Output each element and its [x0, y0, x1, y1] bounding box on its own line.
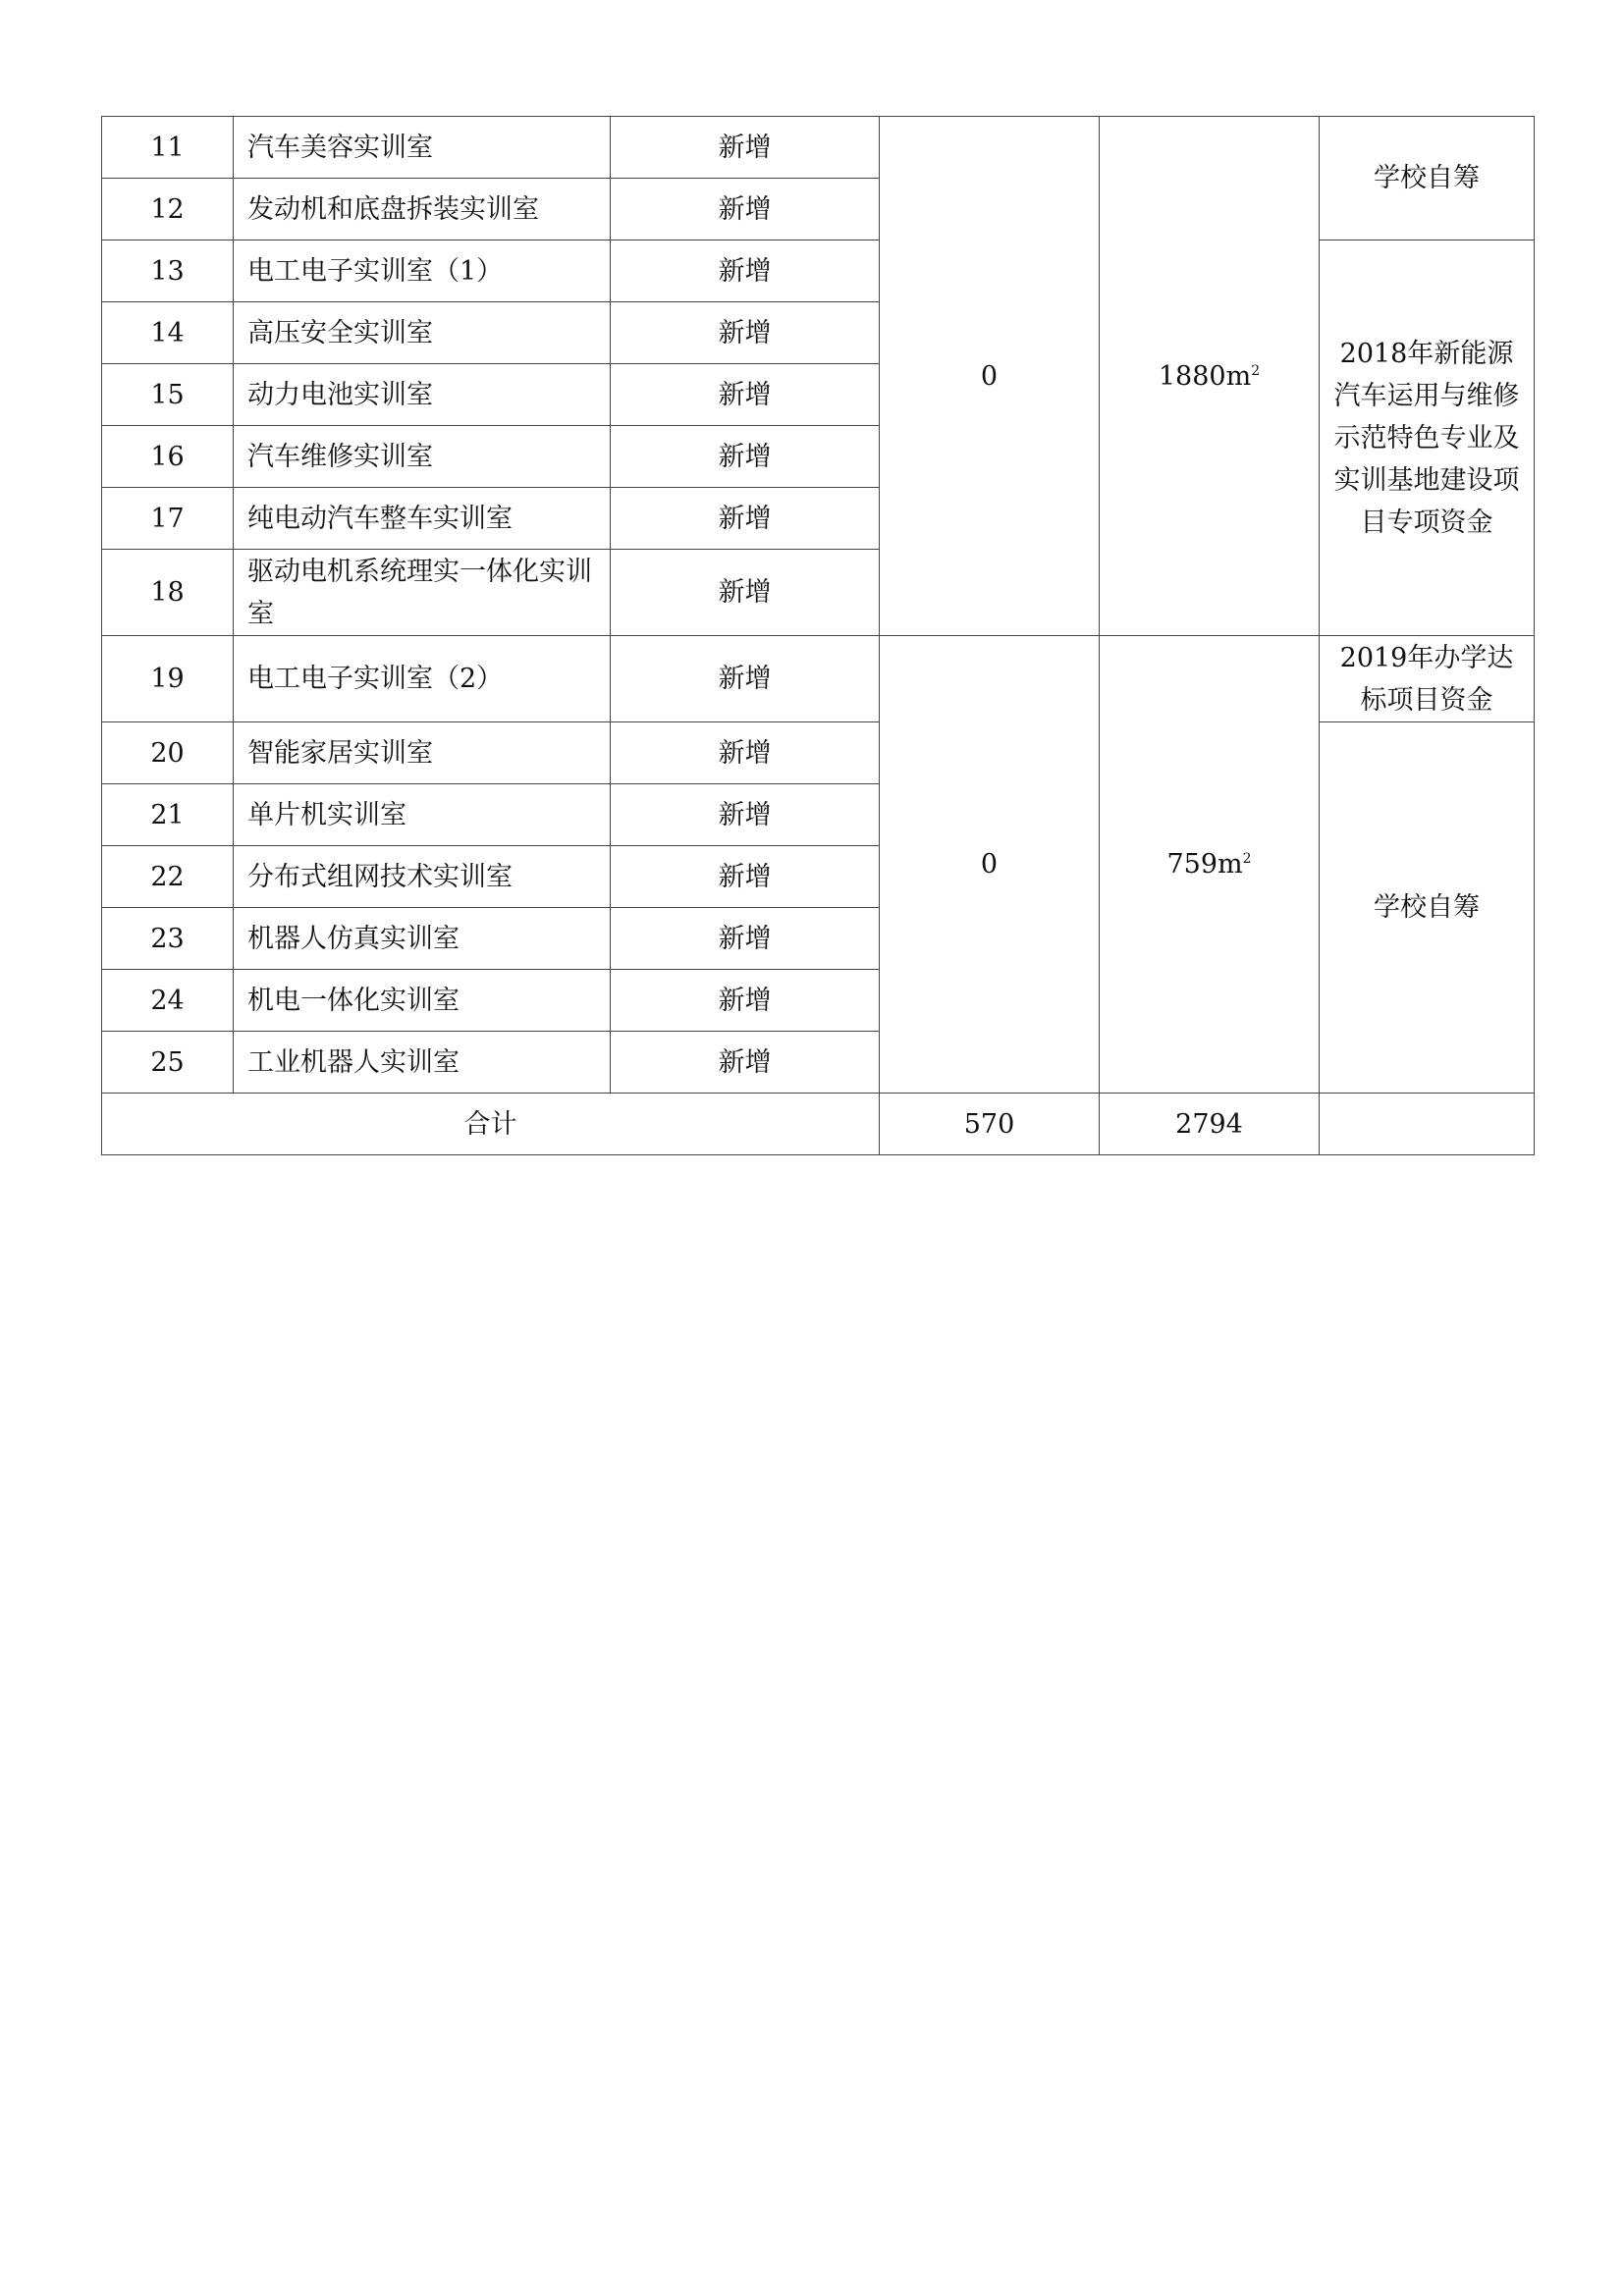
group-a-area-unit-sup: 2 — [1251, 362, 1261, 379]
build-type: 新增 — [611, 908, 880, 970]
lab-name: 高压安全实训室 — [234, 302, 611, 364]
lab-name: 汽车维修实训室 — [234, 426, 611, 488]
group-a-count: 0 — [880, 117, 1100, 636]
blank-page-area — [0, 1158, 1624, 2296]
group-b-area-value: 759m — [1166, 849, 1243, 880]
row-number: 13 — [102, 240, 234, 302]
lab-name: 动力电池实训室 — [234, 364, 611, 426]
lab-name: 驱动电机系统理实一体化实训室 — [234, 550, 611, 636]
table-row — [102, 240, 1535, 302]
lab-name: 分布式组网技术实训室 — [234, 846, 611, 908]
lab-name: 电工电子实训室（2） — [234, 636, 611, 722]
group-b-area-unit-sup: 2 — [1242, 851, 1252, 867]
funding-source-3: 2019年办学达标项目资金 — [1320, 636, 1535, 722]
row-number: 11 — [102, 117, 234, 179]
build-type: 新增 — [611, 970, 880, 1032]
group-a-area-value: 1880m — [1158, 360, 1252, 392]
row-number: 22 — [102, 846, 234, 908]
lab-name: 电工电子实训室（1） — [234, 240, 611, 302]
build-type: 新增 — [611, 784, 880, 846]
group-a-area — [1100, 117, 1320, 636]
row-number: 12 — [102, 179, 234, 240]
total-area: 2794 — [1100, 1094, 1320, 1155]
build-type: 新增 — [611, 488, 880, 550]
table-row — [102, 117, 1535, 179]
build-type: 新增 — [611, 550, 880, 636]
build-type: 新增 — [611, 117, 880, 179]
total-count: 570 — [880, 1094, 1100, 1155]
build-type: 新增 — [611, 364, 880, 426]
build-type: 新增 — [611, 722, 880, 784]
build-type: 新增 — [611, 240, 880, 302]
funding-source-2: 2018年新能源汽车运用与维修示范特色专业及实训基地建设项目专项资金 — [1320, 240, 1535, 636]
row-number: 16 — [102, 426, 234, 488]
total-row — [102, 1094, 1535, 1155]
build-type: 新增 — [611, 426, 880, 488]
lab-name: 智能家居实训室 — [234, 722, 611, 784]
row-number: 21 — [102, 784, 234, 846]
lab-name: 工业机器人实训室 — [234, 1032, 611, 1094]
row-number: 20 — [102, 722, 234, 784]
group-b-count: 0 — [880, 636, 1100, 1094]
total-label: 合计 — [102, 1094, 880, 1155]
build-type: 新增 — [611, 636, 880, 722]
lab-name: 纯电动汽车整车实训室 — [234, 488, 611, 550]
row-number: 15 — [102, 364, 234, 426]
lab-construction-table — [101, 116, 1535, 1155]
lab-name: 发动机和底盘拆装实训室 — [234, 179, 611, 240]
table-row — [102, 722, 1535, 784]
build-type: 新增 — [611, 846, 880, 908]
table-row — [102, 636, 1535, 722]
lab-name: 汽车美容实训室 — [234, 117, 611, 179]
row-number: 18 — [102, 550, 234, 636]
lab-name: 单片机实训室 — [234, 784, 611, 846]
row-number: 14 — [102, 302, 234, 364]
build-type: 新增 — [611, 1032, 880, 1094]
row-number: 17 — [102, 488, 234, 550]
group-b-area — [1100, 636, 1320, 1094]
build-type: 新增 — [611, 302, 880, 364]
lab-name: 机电一体化实训室 — [234, 970, 611, 1032]
funding-source-1: 学校自筹 — [1320, 117, 1535, 240]
row-number: 25 — [102, 1032, 234, 1094]
build-type: 新增 — [611, 179, 880, 240]
row-number: 19 — [102, 636, 234, 722]
total-source — [1320, 1094, 1535, 1155]
row-number: 23 — [102, 908, 234, 970]
row-number: 24 — [102, 970, 234, 1032]
lab-name: 机器人仿真实训室 — [234, 908, 611, 970]
funding-source-4: 学校自筹 — [1320, 722, 1535, 1094]
